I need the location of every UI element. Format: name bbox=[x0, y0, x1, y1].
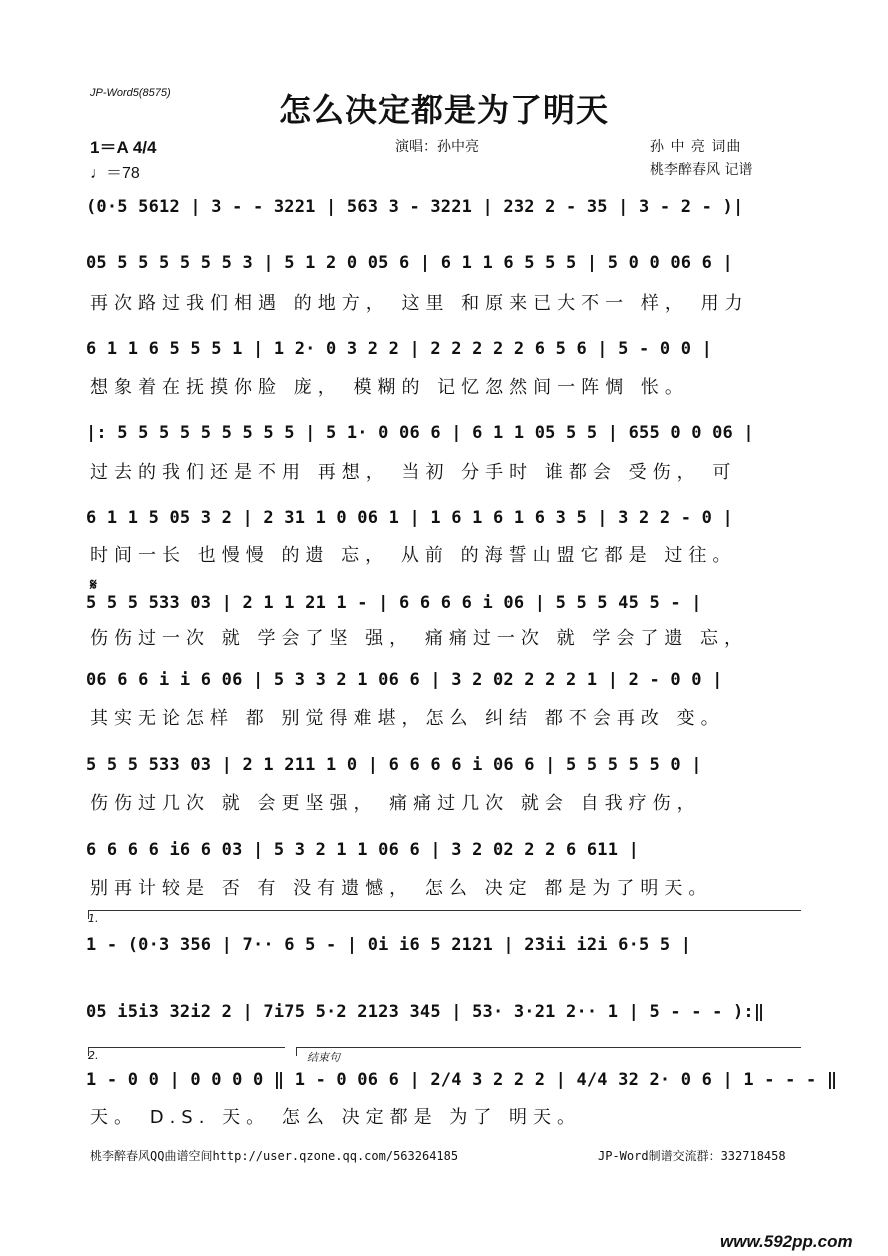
score-notes-line: 06 6 6 i i 6 06 | 5 3 3 2 1 06 6 | 3 2 02 2 2 2 1 | 2 - 0 0 | bbox=[86, 670, 723, 690]
score-notes-line: 5 5 5 533 03 | 2 1 1 21 1 - | 6 6 6 6 i 06 | 5 5 5 45 5 - | bbox=[86, 593, 702, 613]
score-lyrics-line: 时间一长 也慢慢 的遗 忘， 从前 的海誓山盟它都是 过往。 bbox=[90, 545, 737, 566]
score-notes-line: 6 1 1 6 5 5 5 1 | 1 2· 0 3 2 2 | 2 2 2 2 2 6 5 6 | 5 - 0 0 | bbox=[86, 339, 713, 359]
score-notes-line: 5 5 5 533 03 | 2 1 211 1 0 | 6 6 6 6 i 06 6 | 5 5 5 5 5 0 | bbox=[86, 755, 702, 775]
score-notes-line: 05 5 5 5 5 5 5 3 | 5 1 2 0 05 6 | 6 1 1 6 5 5 5 | 5 0 0 06 6 | bbox=[86, 253, 733, 273]
score-lyrics-line: 过去的我们还是不用 再想， 当初 分手时 谁都会 受伤， 可 bbox=[90, 462, 737, 483]
coda-label: 结束句 bbox=[307, 1051, 340, 1064]
score-notes-line: 1 - (0·3 356 | 7·· 6 5 - | 0i i6 5 2121 | 23ii i2i 6·5 5 | bbox=[86, 935, 692, 955]
score-lyrics-line: 再次路过我们相遇 的地方， 这里 和原来已大不一 样， 用力 bbox=[90, 293, 749, 314]
footer-left: 桃李醉春风QQ曲谱空间http://user.qzone.qq.com/563264185 bbox=[90, 1149, 459, 1163]
page-title: 怎么决定都是为了明天 bbox=[278, 91, 609, 129]
score-lyrics-line: 其实无论怎样 都 别觉得难堪，怎么 纠结 都不会再改 变。 bbox=[90, 708, 725, 729]
score-lyrics-line: 伤伤过几次 就 会更坚强， 痛痛过几次 就会 自我疗伤， bbox=[90, 793, 701, 814]
volta-bracket bbox=[88, 1047, 285, 1056]
source-label: JP-Word5(8575) bbox=[90, 87, 171, 99]
composer-credit: 孙 中 亮 词曲 bbox=[650, 139, 742, 155]
score-lyrics-line: 伤伤过一次 就 学会了坚 强， 痛痛过一次 就 学会了遗 忘， bbox=[90, 628, 749, 649]
score-lyrics-line: 想象着在抚摸你脸 庞， 模糊的 记忆忽然间一阵惆 怅。 bbox=[90, 377, 689, 398]
volta-1-label: 1. bbox=[88, 912, 99, 925]
tempo-marking: ♩＝78 bbox=[90, 165, 140, 182]
segno-sign: 𝄋 bbox=[90, 575, 97, 594]
volta-2-label: 2. bbox=[88, 1049, 99, 1062]
score-notes-line: 6 1 1 5 05 3 2 | 2 31 1 0 06 1 | 1 6 1 6 1 6 3 5 | 3 2 2 - 0 | bbox=[86, 508, 733, 528]
transcriber-credit: 桃李醉春风 记谱 bbox=[650, 162, 753, 178]
watermark: www.592pp.com bbox=[720, 1232, 853, 1251]
key-signature: 1＝A 4/4 bbox=[90, 138, 157, 157]
score-lyrics-line: 天。 D.S. 天。 怎么 决定都是 为了 明天。 bbox=[90, 1107, 582, 1128]
score-notes-line: |: 5 5 5 5 5 5 5 5 5 | 5 1· 0 06 6 | 6 1 1 05 5 5 | 655 0 0 06 | bbox=[86, 423, 754, 443]
score-lyrics-line: 别再计较是 否 有 没有遗憾， 怎么 决定 都是为了明天。 bbox=[90, 878, 713, 899]
score-notes-line: 1 - 0 0 | 0 0 0 0 ‖ 1 - 0 06 6 | 2/4 3 2 2 2 | 4/4 32 2· 0 6 | 1 - - - ‖ bbox=[86, 1070, 838, 1090]
volta-bracket bbox=[88, 910, 801, 919]
score-notes-line: 05 i5i3 32i2 2 | 7i75 5·2 2123 345 | 53· 3·21 2·· 1 | 5 - - - ):‖ bbox=[86, 1002, 765, 1022]
score-notes-line: (0·5 5612 | 3 - - 3221 | 563 3 - 3221 | 232 2 - 35 | 3 - 2 - )| bbox=[86, 197, 744, 217]
score-notes-line: 6 6 6 6 i6 6 03 | 5 3 2 1 1 06 6 | 3 2 02 2 2 6 611 | bbox=[86, 840, 640, 860]
singer-credit: 演唱：孙中亮 bbox=[395, 139, 479, 155]
footer-right: JP-Word制谱交流群：332718458 bbox=[598, 1149, 786, 1163]
coda-bracket bbox=[296, 1047, 801, 1056]
